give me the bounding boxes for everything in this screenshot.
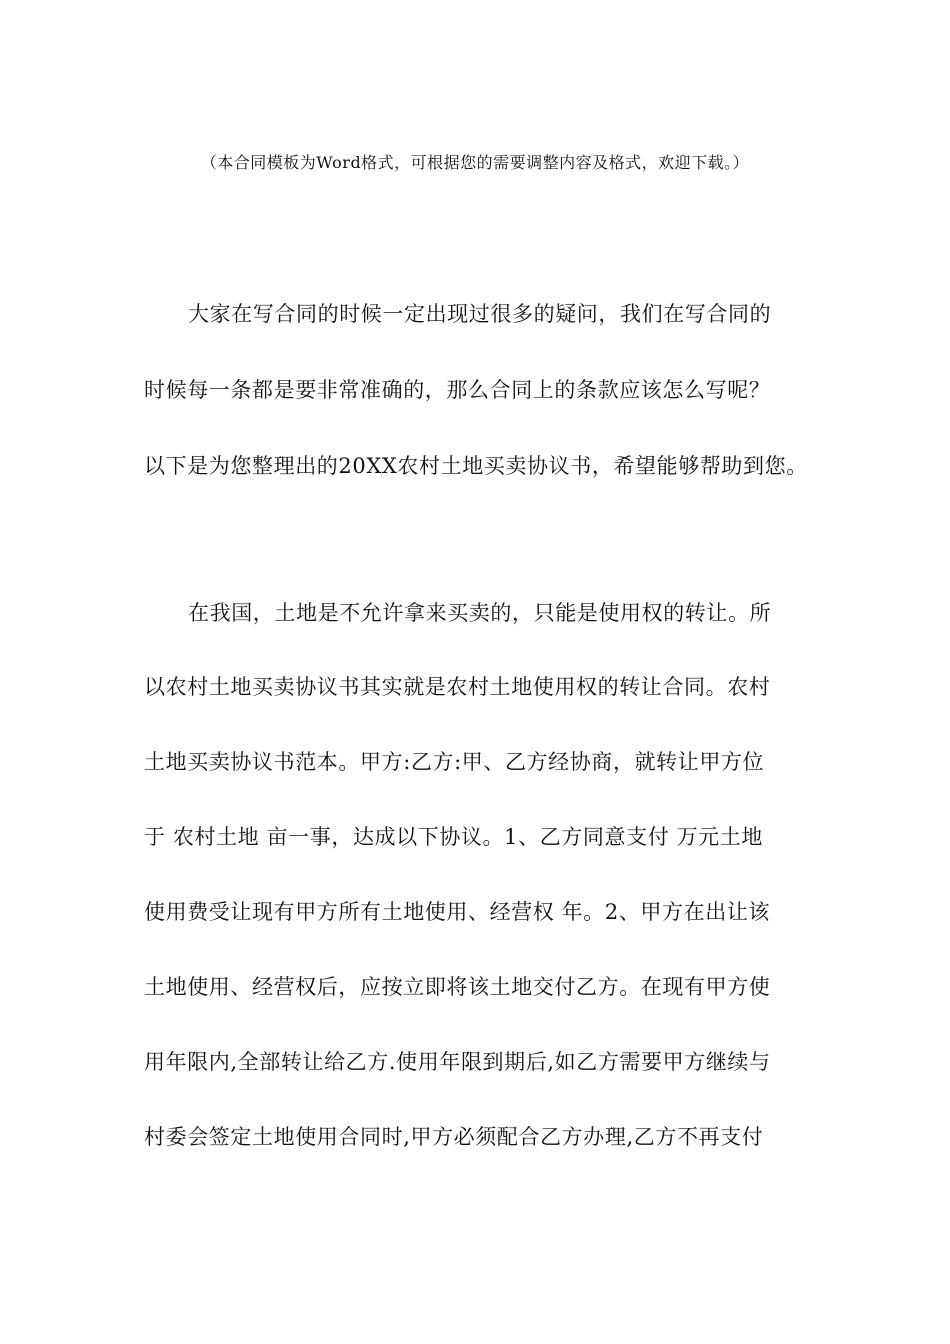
paragraph-line: 大家在写合同的时候一定出现过很多的疑问，我们在写合同的 bbox=[188, 302, 772, 326]
paragraph-line: 土地使用、经营权后，应按立即将该土地交付乙方。在现有甲方使 bbox=[144, 975, 771, 999]
paragraph-line: 于 农村土地 亩一事，达成以下协议。1、乙方同意支付 万元土地 bbox=[144, 825, 763, 849]
paragraph-line: 使用费受让现有甲方所有土地使用、经营权 年。2、甲方在出让该 bbox=[144, 900, 771, 924]
paragraph-line: 土地买卖协议书范本。甲方:乙方:甲、乙方经协商，就转让甲方位 bbox=[144, 750, 765, 774]
template-note: （本合同模板为Word格式，可根据您的需要调整内容及格式，欢迎下载。） bbox=[200, 153, 750, 172]
paragraph-line: 以下是为您整理出的20XX农村土地买卖协议书，希望能够帮助到您。 bbox=[144, 454, 808, 478]
paragraph-line: 村委会签定土地使用合同时,甲方必须配合乙方办理,乙方不再支付 bbox=[144, 1125, 764, 1149]
paragraph-line: 时候每一条都是要非常准确的，那么合同上的条款应该怎么写呢？ bbox=[144, 378, 771, 402]
paragraph-line: 用年限内,全部转让给乙方.使用年限到期后,如乙方需要甲方继续与 bbox=[144, 1050, 771, 1074]
paragraph-line: 在我国，土地是不允许拿来买卖的，只能是使用权的转让。所 bbox=[188, 601, 772, 625]
paragraph-line: 以农村土地买卖协议书其实就是农村土地使用权的转让合同。农村 bbox=[144, 675, 771, 699]
